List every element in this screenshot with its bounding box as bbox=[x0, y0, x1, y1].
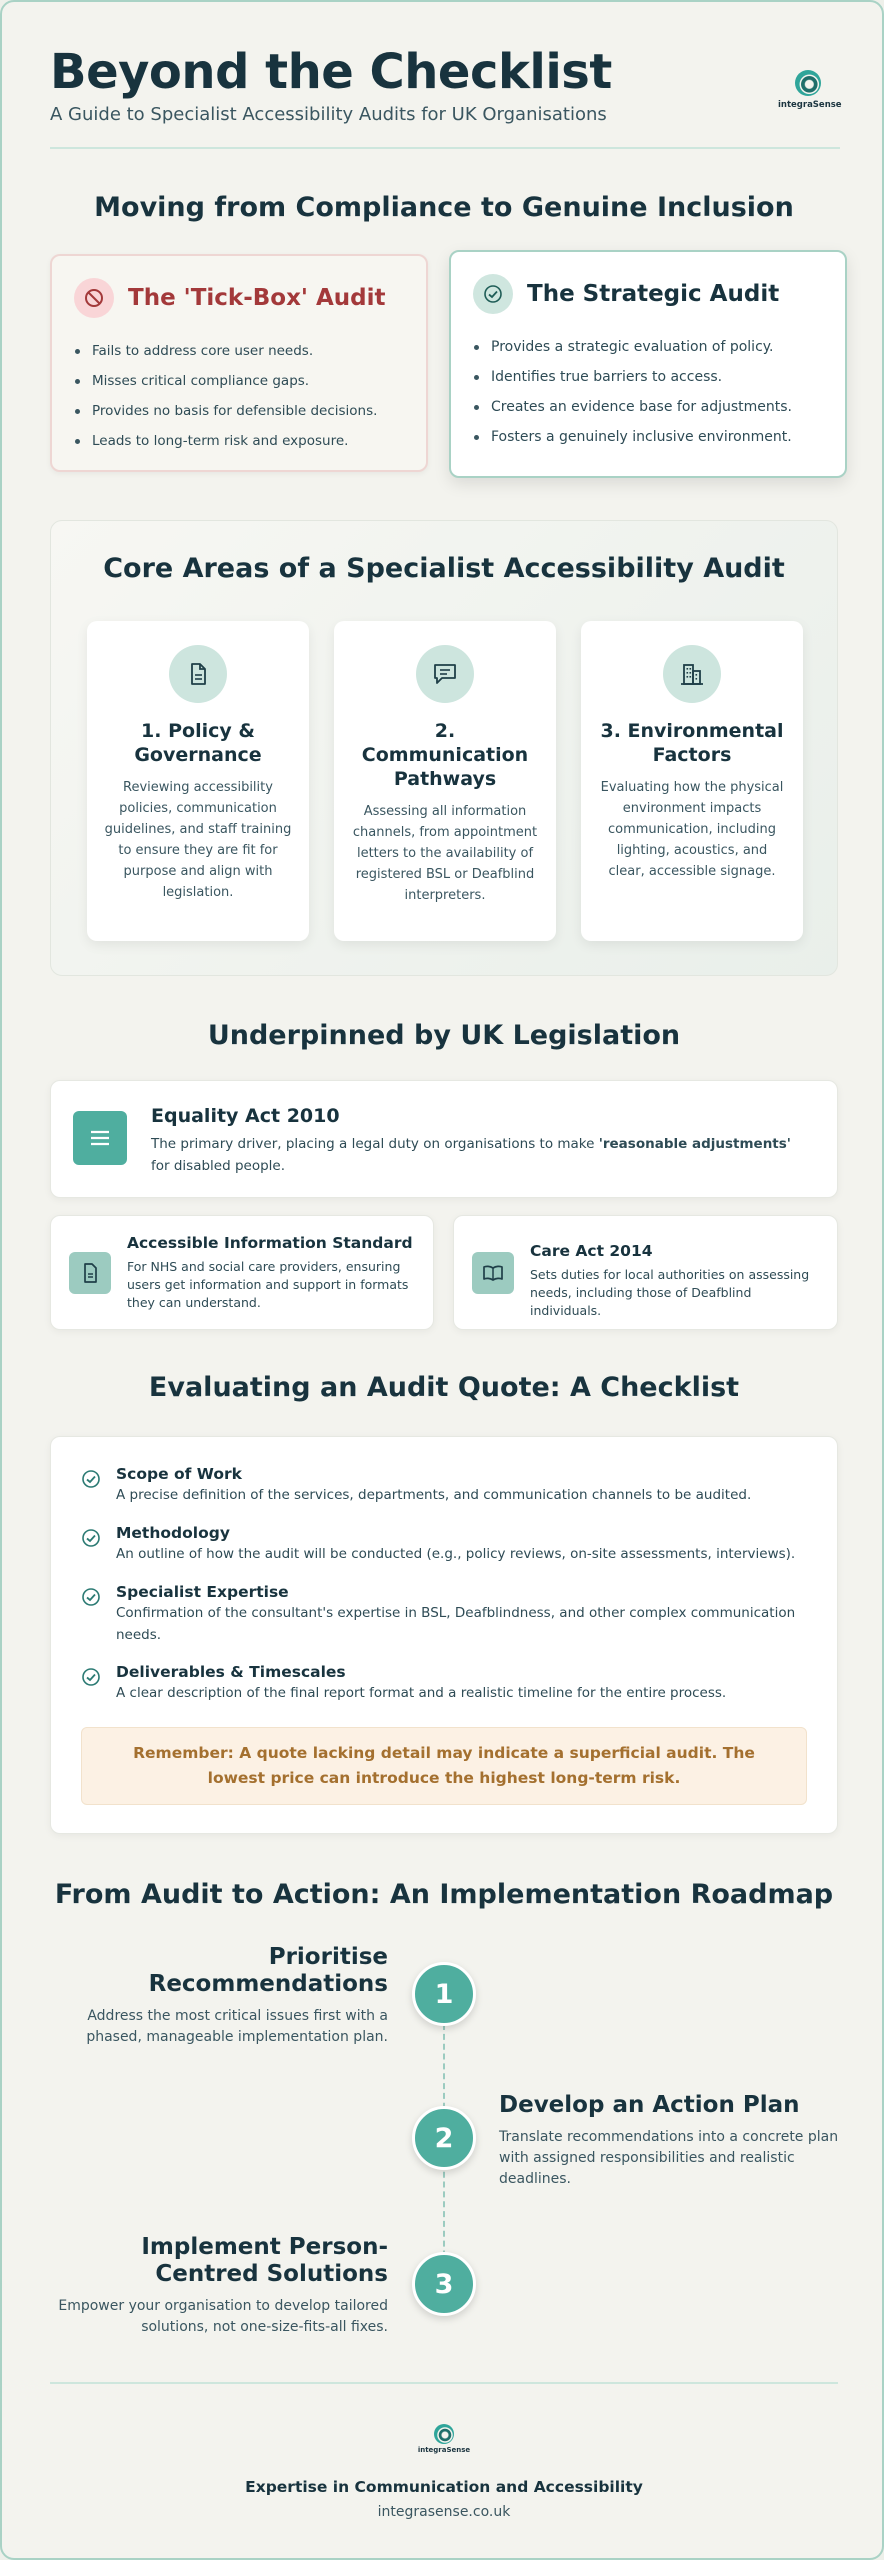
checklist-item bbox=[81, 1663, 811, 1704]
care-act-card bbox=[453, 1215, 838, 1330]
area-title: 2. Communication Pathways bbox=[361, 720, 529, 790]
step-title: Implement Person-Centred Solutions bbox=[141, 2234, 388, 2287]
logo-mark-icon bbox=[795, 70, 821, 96]
footer-url-link[interactable]: integrasense.co.uk bbox=[377, 2504, 511, 2520]
care-act-title: Care Act 2014 bbox=[530, 1242, 653, 1260]
core-section-title: Core Areas of a Specialist Accessibility Audit bbox=[103, 553, 785, 584]
checklist-section-title: Evaluating an Audit Quote: A Checklist bbox=[148, 1372, 740, 1403]
step-title: Develop an Action Plan bbox=[499, 2092, 800, 2118]
list-item: Provides a strategic evaluation of policy. bbox=[473, 340, 845, 354]
checklist-item-title: Deliverables & Timescales bbox=[116, 1663, 346, 1681]
list-item: Leads to long-term risk and exposure. bbox=[74, 434, 426, 448]
step-title: Prioritise Recommendations bbox=[148, 1944, 388, 1997]
tick-box-title: The 'Tick-Box' Audit bbox=[128, 285, 386, 311]
area-card-policy bbox=[87, 621, 309, 941]
header bbox=[50, 44, 840, 149]
page-subtitle: A Guide to Specialist Accessibility Audits for UK Organisations bbox=[50, 104, 607, 125]
step-description: Translate recommendations into a concrete plan with assigned responsibilities and realistic deadlines. bbox=[499, 2129, 839, 2187]
checklist-item-title: Scope of Work bbox=[116, 1465, 242, 1483]
check-circle-icon bbox=[81, 1587, 101, 1607]
check-circle-icon bbox=[81, 1528, 101, 1548]
menu-lines-icon bbox=[73, 1111, 127, 1165]
chat-bubble-icon bbox=[416, 645, 474, 703]
equality-desc-text: The primary driver, placing a legal duty on organisations to make bbox=[151, 1136, 599, 1152]
checklist-item bbox=[81, 1583, 811, 1646]
area-description: Reviewing accessibility policies, communication guidelines, and staff training to ensure they are fit for purpose and align with legislation. bbox=[104, 780, 292, 900]
strategic-list bbox=[473, 340, 845, 444]
step-description: Address the most critical issues first with a phased, manageable implementation plan. bbox=[86, 2008, 388, 2045]
remember-note: Remember: A quote lacking detail may indicate a superficial audit. The lowest price can introduce the highest long-term risk. bbox=[81, 1727, 807, 1805]
equality-act-card bbox=[50, 1080, 838, 1198]
area-title: 1. Policy & Governance bbox=[134, 720, 262, 766]
checklist-item-description: A clear description of the final report format and a realistic timeline for the entire process. bbox=[116, 1685, 727, 1701]
equality-desc-emphasis: 'reasonable adjustments' bbox=[598, 1136, 791, 1152]
strategic-card bbox=[449, 250, 847, 478]
list-item: Fails to address core user needs. bbox=[74, 344, 426, 358]
checklist-item-description: Confirmation of the consultant's expertise in BSL, Deafblindness, and other complex communication needs. bbox=[116, 1605, 796, 1643]
tick-box-card bbox=[50, 254, 428, 472]
checklist-item bbox=[81, 1524, 811, 1565]
step-number-3: 3 bbox=[412, 2252, 476, 2316]
checklist-item-description: An outline of how the audit will be conducted (e.g., policy reviews, on-site assessments, interviews). bbox=[116, 1546, 796, 1562]
file-icon bbox=[69, 1252, 111, 1294]
accessible-information-standard-card bbox=[50, 1215, 434, 1330]
step-number-1: 1 bbox=[412, 1962, 476, 2026]
step-number-2: 2 bbox=[412, 2106, 476, 2170]
check-circle-icon bbox=[81, 1667, 101, 1687]
checklist-item-title: Specialist Expertise bbox=[116, 1583, 289, 1601]
logo-text: integraSense bbox=[778, 100, 842, 110]
footer bbox=[50, 2382, 838, 2522]
equality-act-title: Equality Act 2010 bbox=[151, 1105, 340, 1127]
logo-mark-icon bbox=[434, 2424, 454, 2444]
compare-section-title: Moving from Compliance to Genuine Inclusion bbox=[94, 192, 794, 223]
building-icon bbox=[663, 645, 721, 703]
checklist-item-description: A precise definition of the services, departments, and communication channels to be audited. bbox=[116, 1487, 752, 1503]
tick-box-list bbox=[74, 344, 426, 448]
area-description: Evaluating how the physical environment impacts communication, including lighting, acoustics, and clear, accessible signage. bbox=[600, 780, 784, 879]
roadmap-step-2 bbox=[499, 2092, 839, 2190]
area-description: Assessing all information channels, from appointment letters to the availability of registered BSL or Deafblind interpreters. bbox=[352, 804, 538, 903]
step-description: Empower your organisation to develop tailored solutions, not one-size-fits-all fixes. bbox=[58, 2298, 388, 2335]
check-circle-icon bbox=[81, 1469, 101, 1489]
open-book-icon bbox=[472, 1252, 514, 1294]
logo bbox=[778, 70, 842, 110]
core-areas-panel bbox=[50, 520, 838, 976]
page-title: Beyond the Checklist bbox=[50, 44, 612, 100]
roadmap-step-1 bbox=[50, 1944, 388, 2048]
ais-description: For NHS and social care providers, ensuring users get information and support in formats they can understand. bbox=[127, 1259, 409, 1310]
list-item: Creates an evidence base for adjustments. bbox=[473, 400, 845, 414]
list-item: Identifies true barriers to access. bbox=[473, 370, 845, 384]
roadmap-step-3 bbox=[50, 2234, 388, 2338]
equality-desc-text-end: for disabled people. bbox=[151, 1158, 286, 1174]
area-title: 3. Environmental Factors bbox=[600, 720, 784, 766]
list-item: Provides no basis for defensible decisions. bbox=[74, 404, 426, 418]
legislation-section-title: Underpinned by UK Legislation bbox=[207, 1020, 681, 1051]
checklist-card bbox=[50, 1436, 838, 1834]
document-icon bbox=[169, 645, 227, 703]
checklist-item bbox=[81, 1465, 811, 1506]
prohibited-icon bbox=[74, 278, 114, 318]
equality-act-description bbox=[151, 1133, 811, 1177]
list-item: Misses critical compliance gaps. bbox=[74, 374, 426, 388]
footer-tagline: Expertise in Communication and Accessibility bbox=[245, 2478, 643, 2496]
area-card-communication bbox=[334, 621, 556, 941]
list-item: Fosters a genuinely inclusive environment. bbox=[473, 430, 845, 444]
strategic-title: The Strategic Audit bbox=[527, 281, 780, 307]
care-act-description: Sets duties for local authorities on assessing needs, including those of Deafblind individuals. bbox=[530, 1267, 810, 1318]
roadmap-section-title: From Audit to Action: An Implementation Roadmap bbox=[54, 1879, 834, 1910]
checklist-item-title: Methodology bbox=[116, 1524, 230, 1542]
area-card-environment bbox=[581, 621, 803, 941]
footer-logo-text: integraSense bbox=[417, 2446, 471, 2454]
ais-title: Accessible Information Standard bbox=[127, 1234, 413, 1252]
check-circle-icon bbox=[473, 274, 513, 314]
